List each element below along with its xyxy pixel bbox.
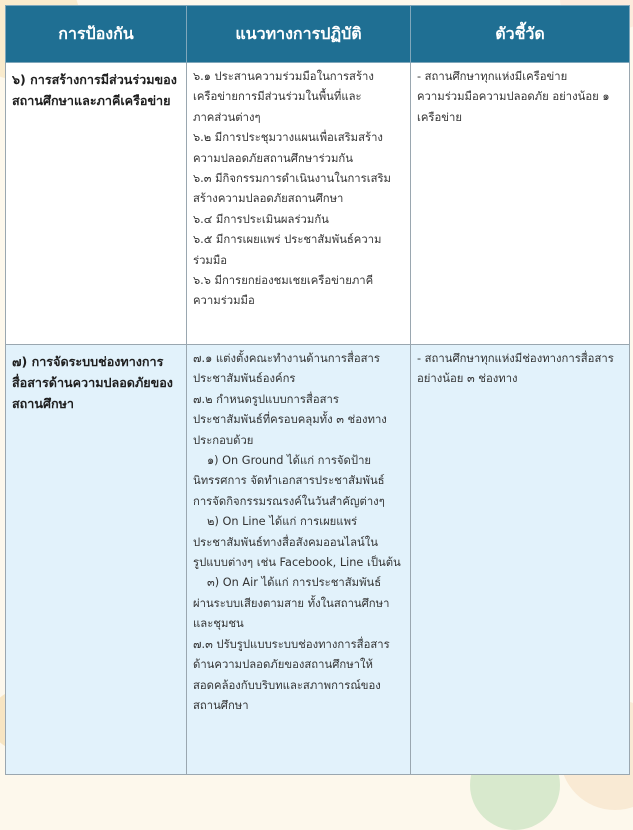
cell-line: ๗.๓ ปรับรูปแบบระบบช่องทางการสื่อสาร (193, 637, 390, 651)
cell-line: สถานศึกษาและภาคีเครือข่าย (12, 93, 171, 108)
indicator-cell (411, 63, 630, 345)
cell-line: ด้านความปลอดภัยของสถานศึกษาให้ (193, 658, 373, 672)
practice-cell (187, 63, 411, 345)
table-row (6, 345, 630, 775)
cell-line: ๖.๔ มีการประเมินผลร่วมกัน (193, 212, 329, 226)
cell-line: ความร่วมมือความปลอดภัย อย่างน้อย ๑ (417, 90, 610, 104)
cell-line: - สถานศึกษาทุกแห่งมีช่องทางการสื่อสาร (417, 352, 614, 365)
cell-line: ภาคส่วนต่างๆ (193, 110, 261, 124)
cell-line: ๗) การจัดระบบช่องทางการ (12, 354, 164, 369)
cell-line: ประชาสัมพันธ์องค์กร (193, 372, 296, 386)
indicator-cell (411, 345, 630, 775)
cell-line: ร่วมมือ (193, 253, 228, 267)
cell-line: สถานศึกษา (12, 396, 74, 411)
cell-line: - สถานศึกษาทุกแห่งมีเครือข่าย (417, 70, 568, 83)
cell-line: ผ่านระบบเสียงตามสาย ทั้งในสถานศึกษา (193, 596, 390, 610)
cell-line: เครือข่าย (417, 110, 462, 124)
cell-line: ๖.๓ มีกิจกรรมการดำเนินงานในการเสริม (193, 172, 391, 186)
cell-line: สถานศึกษา (193, 698, 249, 712)
cell-line: ๓) On Air ได้แก่ การประชาสัมพันธ์ (207, 576, 382, 590)
cell-line: เครือข่ายการมีส่วนร่วมในพื้นที่และ (193, 90, 362, 104)
cell-line: ความปลอดภัยสถานศึกษาร่วมกัน (193, 151, 353, 165)
cell-line: นิทรรศการ จัดทำเอกสารประชาสัมพันธ์ (193, 474, 385, 488)
cell-line: และชุมชน (193, 617, 244, 631)
cell-line: สื่อสารด้านความปลอดภัยของ (12, 375, 173, 390)
cell-line: ประชาสัมพันธ์ทางสื่อสังคมออนไลน์ใน (193, 535, 378, 549)
table-row (6, 63, 630, 345)
cell-line: ๗.๒ กำหนดรูปแบบการสื่อสาร (193, 392, 339, 406)
cell-line: ๑) On Ground ได้แก่ การจัดป้าย (207, 454, 372, 468)
cell-line: รูปแบบต่างๆ เช่น Facebook, Line เป็นต้น (193, 556, 401, 570)
cell-line: สร้างความปลอดภัยสถานศึกษา (193, 192, 344, 206)
cell-line: ๗.๑ แต่งตั้งคณะทำงานด้านการสื่อสาร (193, 352, 380, 365)
cell-line: ๖.๑ ประสานความร่วมมือในการสร้าง (193, 70, 374, 83)
cell-line: ๖.๕ มีการเผยแพร่ ประชาสัมพันธ์ความ (193, 233, 382, 247)
header-prevention: การป้องกัน (6, 6, 187, 63)
cell-line: ๒) On Line ได้แก่ การเผยแพร่ (207, 515, 358, 529)
cell-line: ๖) การสร้างการมีส่วนร่วมของ (12, 72, 177, 87)
header-indicator: ตัวชี้วัด (411, 6, 630, 63)
prevention-table (5, 5, 630, 775)
cell-line: ประชาสัมพันธ์ที่ครอบคลุมทั้ง ๓ ช่องทาง (193, 413, 387, 427)
table-header-row (6, 6, 630, 63)
cell-line: ๖.๖ มีการยกย่องชมเชยเครือข่ายภาคี (193, 274, 374, 288)
cell-line: สอดคล้องกับบริบทและสภาพการณ์ของ (193, 678, 381, 692)
cell-line: อย่างน้อย ๓ ช่องทาง (417, 372, 518, 386)
prevention-cell (6, 345, 187, 775)
prevention-cell (6, 63, 187, 345)
cell-line: การจัดกิจกรรมรณรงค์ในวันสำคัญต่างๆ (193, 494, 385, 508)
cell-line: ความร่วมมือ (193, 294, 255, 308)
practice-cell (187, 345, 411, 775)
cell-line: ประกอบด้วย (193, 433, 254, 447)
cell-line: ๖.๒ มีการประชุมวางแผนเพื่อเสริมสร้าง (193, 131, 383, 145)
header-practice: แนวทางการปฏิบัติ (187, 6, 411, 63)
